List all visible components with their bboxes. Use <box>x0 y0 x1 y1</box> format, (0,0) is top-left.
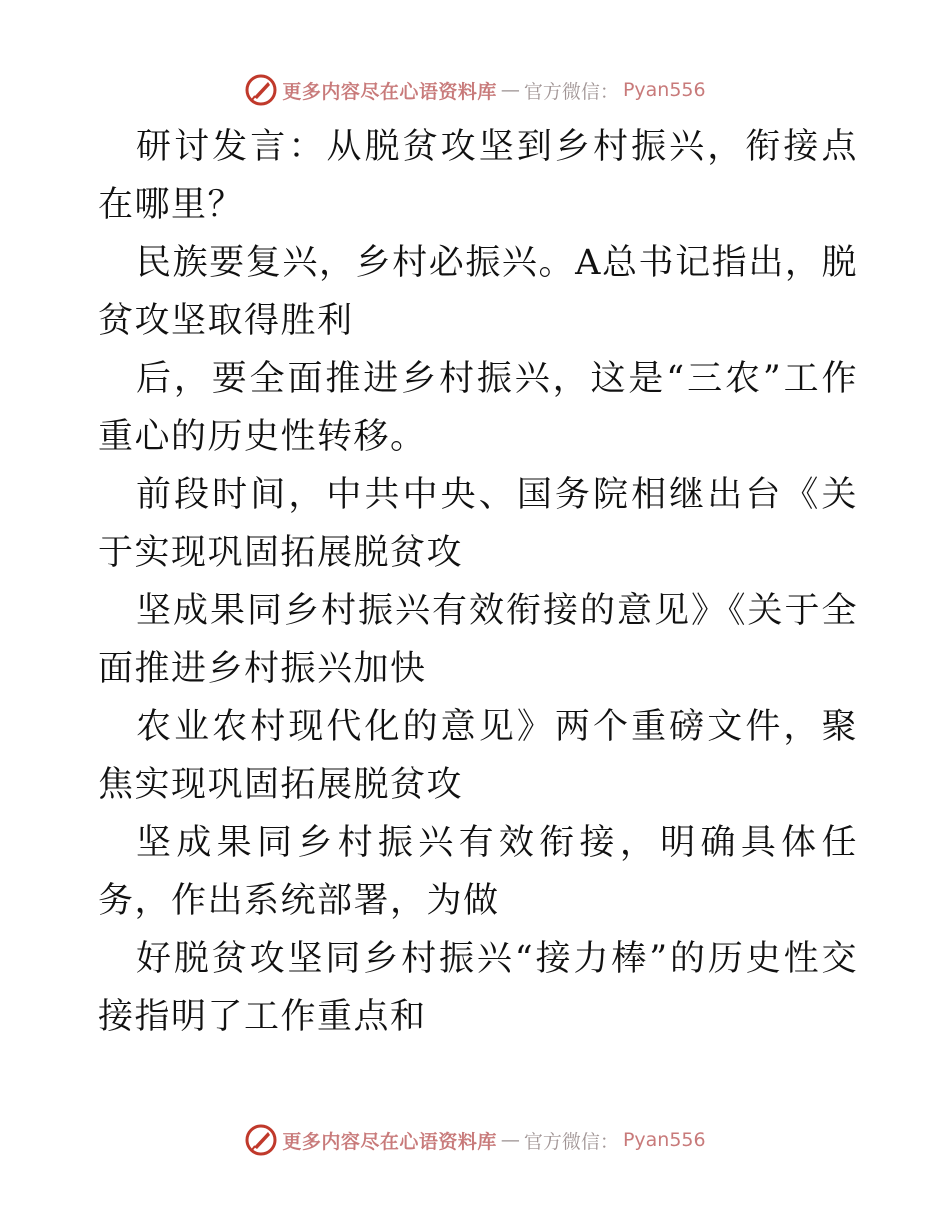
banner-separator: — <box>500 1129 520 1151</box>
banner-wechat-id: Pyan556 <box>622 79 706 101</box>
quill-logo-icon <box>244 1123 278 1157</box>
banner-wechat-label: 官方微信： <box>523 1130 619 1153</box>
banner-title: 更多内容尽在心语资料库 <box>282 80 497 103</box>
paragraph-8: 好脱贫攻坚同乡村振兴“接力棒”的历史性交接指明了工作重点和 <box>98 939 858 1037</box>
document-body <box>98 118 858 1046</box>
header-banner <box>0 70 950 110</box>
paragraph-2: 民族要复兴，乡村必振兴。A总书记指出，脱贫攻坚取得胜利 <box>98 243 858 341</box>
banner-wechat-id: Pyan556 <box>622 1129 706 1151</box>
banner-separator: — <box>500 79 520 101</box>
paragraph-1: 研讨发言：从脱贫攻坚到乡村振兴，衔接点在哪里？ <box>98 127 858 225</box>
footer-banner <box>0 1120 950 1160</box>
paragraph-7: 坚成果同乡村振兴有效衔接，明确具体任务，作出系统部署，为做 <box>98 823 858 921</box>
paragraph-5: 坚成果同乡村振兴有效衔接的意见》《关于全面推进乡村振兴加快 <box>98 591 858 689</box>
paragraph-6: 农业农村现代化的意见》两个重磅文件，聚焦实现巩固拓展脱贫攻 <box>98 707 858 805</box>
banner-wechat-label: 官方微信： <box>523 80 619 103</box>
quill-logo-icon <box>244 73 278 107</box>
banner-title: 更多内容尽在心语资料库 <box>282 1130 497 1153</box>
paragraph-3: 后，要全面推进乡村振兴，这是“三农”工作重心的历史性转移。 <box>98 359 858 457</box>
paragraph-4: 前段时间，中共中央、国务院相继出台《关于实现巩固拓展脱贫攻 <box>98 475 858 573</box>
